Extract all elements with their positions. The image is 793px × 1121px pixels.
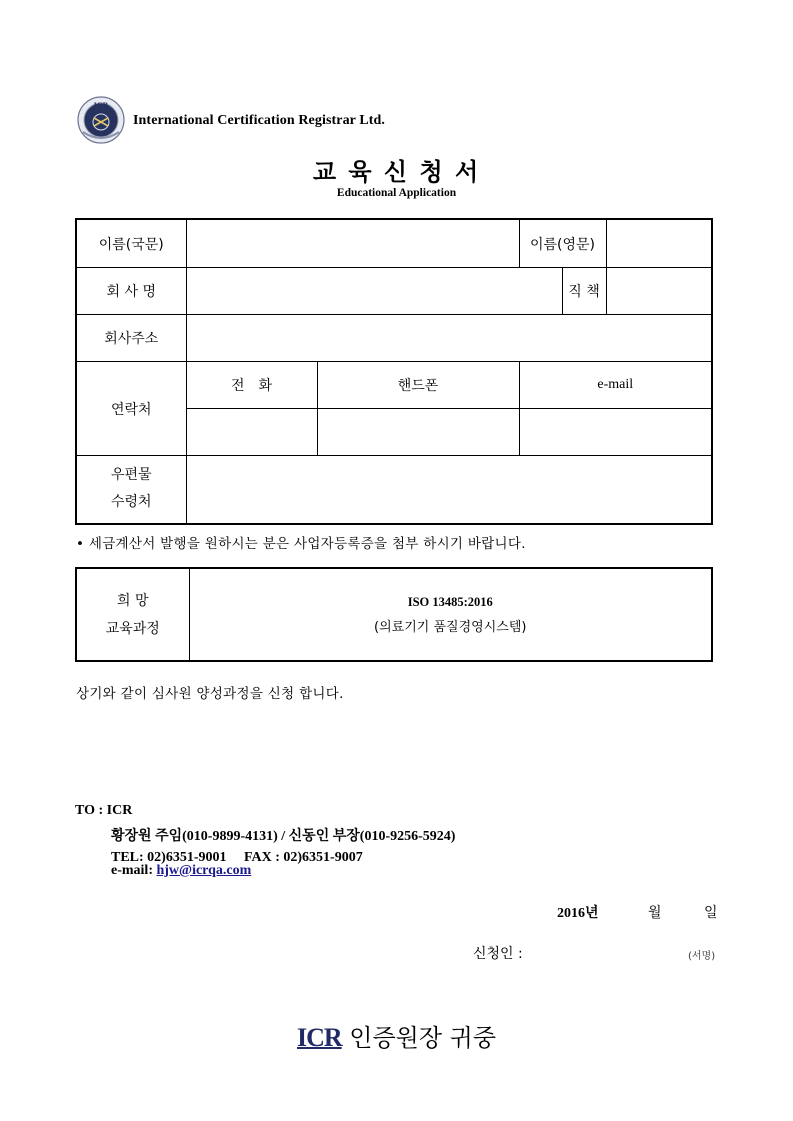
mail-recipient-label-2: 수령처 [110,494,152,511]
name-english-label: 이름(영문) [519,219,606,268]
email-link[interactable]: hjw@icrqa.com [156,863,252,878]
company-address-input[interactable] [186,315,712,362]
mobile-input[interactable] [317,409,519,456]
date-month: 월 [648,905,662,921]
email-line [111,863,251,879]
desired-course-label [76,568,189,661]
desired-label-1: 희 망 [117,592,149,609]
company-name-input[interactable] [186,268,562,315]
logo-text: ICR [93,101,109,110]
name-korean-label: 이름(국문) [76,219,186,268]
email-label: e-mail [519,362,712,409]
footer-text: 인증원장 귀중 [341,1024,497,1052]
page-subtitle: Educational Application [336,187,457,199]
icr-logo [77,96,125,144]
email-prefix: e-mail: [111,863,157,878]
email-input[interactable] [519,409,712,456]
applicant-label: 신청인 : [473,946,523,962]
signature-label: (서명) [688,951,716,962]
name-english-input[interactable] [606,219,712,268]
page-title: 교 육 신 청 서 [312,158,481,186]
mail-recipient-label-1: 우편물 [110,467,152,484]
footer-addressee [0,1018,793,1053]
phone-input[interactable] [186,409,317,456]
date-year: 2016년 [557,906,599,921]
date-day: 일 [704,905,718,921]
phone-label: 전 화 [186,362,317,409]
course-table [75,567,713,662]
course-name: ISO 13485:2016 [407,594,493,609]
tax-invoice-notice: • 세금계산서 발행을 원하시는 분은 사업자등록증을 첨부 하시기 바랍니다. [76,536,526,552]
contact-label: 연락처 [76,362,186,456]
company-name: International Certification Registrar Ltd. [133,113,386,128]
name-korean-input[interactable] [186,219,519,268]
to-line: TO : ICR [75,803,133,818]
tel-fax: TEL: 02)6351-9001 FAX : 02)6351-9007 [111,850,363,865]
application-table [75,218,713,525]
company-name-label: 회 사 명 [76,268,186,315]
course-description: (의료기기 품질경영시스템) [374,619,527,635]
footer-icr-logo: ICR [296,1023,342,1052]
position-label: 직 책 [562,268,606,315]
mobile-label: 핸드폰 [317,362,519,409]
application-statement: 상기와 같이 심사원 양성과정을 신청 합니다. [76,686,344,702]
mail-recipient-label [76,456,186,524]
desired-label-2: 교육과정 [105,620,160,637]
contact-persons: 황장원 주임(010-9899-4131) / 신동인 부장(010-9256-5924) [111,829,456,844]
company-address-label: 회사주소 [76,315,186,362]
course-value [189,568,712,661]
position-input[interactable] [606,268,712,315]
mail-recipient-input[interactable] [186,456,712,524]
